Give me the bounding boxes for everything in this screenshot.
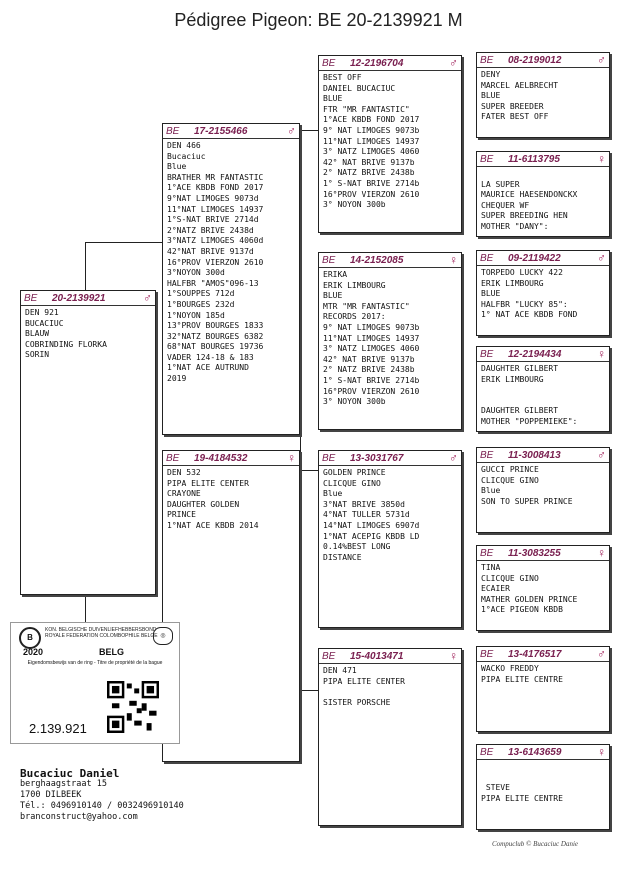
detail-line: PIPA ELITE CENTRE bbox=[481, 793, 563, 803]
connector bbox=[462, 148, 463, 176]
detail-line: 1° S-NAT BRIVE 2714b bbox=[323, 178, 420, 188]
owner-address: berghaagstraat 15 bbox=[20, 779, 107, 789]
detail-line: ERIK LIMBOURG bbox=[481, 374, 544, 384]
pigeon-card-sire-dam[interactable] bbox=[318, 252, 462, 430]
detail-line: HALFBR "AMOS"096-13 bbox=[167, 278, 259, 288]
country-code: BE bbox=[480, 252, 494, 264]
detail-line: VADER 124-18 & 183 bbox=[167, 352, 254, 362]
female-icon: ♀ bbox=[449, 649, 458, 663]
pigeon-details bbox=[319, 71, 461, 213]
male-icon: ♂ bbox=[597, 647, 606, 661]
detail-line: 11°NAT LIMOGES 14937 bbox=[167, 204, 264, 214]
detail-line: HALFBR "LUCKY 85": bbox=[481, 299, 568, 309]
detail-line: Blue bbox=[167, 162, 187, 172]
pigeon-card-dam[interactable] bbox=[162, 450, 300, 762]
detail-line: WACKO FREDDY bbox=[481, 664, 539, 673]
country-code: BE bbox=[166, 125, 180, 137]
detail-line: 2° NATZ BRIVE 2438b bbox=[323, 365, 415, 375]
pigeon-details bbox=[319, 268, 461, 410]
detail-line: SUPER BREEDING HEN bbox=[481, 211, 568, 221]
detail-line: 9°NAT LIMOGES 9073d bbox=[167, 193, 259, 203]
connector bbox=[462, 686, 463, 716]
pigeon-details bbox=[477, 167, 609, 235]
connector bbox=[300, 130, 318, 131]
detail-line: DAUGHTER GILBERT bbox=[481, 364, 559, 373]
country-code: BE bbox=[480, 54, 494, 66]
pigeon-card-dds[interactable] bbox=[476, 646, 610, 732]
detail-line: BUCACIUC bbox=[25, 318, 64, 328]
connector bbox=[300, 690, 318, 691]
ring-year: 2020 bbox=[23, 647, 44, 657]
detail-line: 2° NATZ BRIVE 2438b bbox=[323, 168, 415, 178]
detail-line: PIPA ELITE CENTRE bbox=[481, 674, 563, 684]
pigeon-details bbox=[477, 362, 609, 430]
detail-line: BLUE bbox=[481, 289, 501, 299]
ring-country: BELG bbox=[99, 647, 125, 657]
pigeon-details bbox=[477, 561, 609, 618]
detail-line: DEN 466 bbox=[167, 141, 201, 150]
detail-line: DEN 532 bbox=[167, 468, 201, 477]
kbdb-logo-icon: B bbox=[19, 627, 41, 649]
pigeon-header bbox=[163, 124, 299, 139]
ring-number: 19-4184532 bbox=[194, 452, 248, 464]
detail-line: 1°NAT ACE KBDB 2014 bbox=[167, 520, 259, 530]
detail-line: DAUGHTER GILBERT bbox=[481, 406, 559, 416]
detail-line: MARCEL AELBRECHT bbox=[481, 80, 559, 90]
detail-line: SUPER BREEDER bbox=[481, 101, 544, 111]
federation-name-fr: ROYALE FEDERATION COLOMBOPHILE BELGE bbox=[45, 633, 158, 639]
connector bbox=[85, 595, 86, 623]
connector bbox=[300, 628, 301, 690]
detail-line: 0.14%BEST LONG bbox=[323, 542, 391, 552]
pigeon-header bbox=[477, 546, 609, 561]
pigeon-card-dss[interactable] bbox=[476, 447, 610, 533]
ring-number: 09-2119422 bbox=[508, 252, 561, 264]
owner-phone: Tél.: 0496910140 / 0032496910140 bbox=[20, 801, 184, 811]
detail-line: Blue bbox=[323, 489, 343, 499]
ring-number: 13-6143659 bbox=[508, 746, 562, 758]
detail-line: PIPA ELITE CENTER bbox=[167, 478, 249, 488]
detail-line: 3° NOYON 300b bbox=[323, 397, 386, 407]
country-code: BE bbox=[480, 348, 494, 360]
detail-line: 1°NOYON 185d bbox=[167, 310, 225, 320]
detail-line: DAUGHTER GOLDEN bbox=[167, 499, 240, 509]
pigeon-card-sire[interactable] bbox=[162, 123, 300, 435]
detail-line: 11°NAT LIMOGES 14937 bbox=[323, 333, 420, 343]
ring-number: 13-4176517 bbox=[508, 648, 562, 660]
detail-line: 68°NAT BOURGES 19736 bbox=[167, 342, 264, 352]
detail-line: 3°NAT BRIVE 3850d bbox=[323, 499, 405, 509]
owner-name: Bucaciuc Daniel bbox=[20, 767, 120, 780]
pigeon-details bbox=[477, 266, 609, 323]
detail-line: CLICQUE GINO bbox=[323, 478, 381, 488]
female-icon: ♀ bbox=[597, 546, 606, 560]
detail-line: DANIEL BUCACIUC bbox=[323, 83, 396, 93]
detail-line: BEST OFF bbox=[323, 73, 362, 82]
pigeon-details bbox=[477, 68, 609, 125]
ring-number: 17-2155466 bbox=[194, 125, 248, 137]
detail-line: ECAIER bbox=[481, 584, 510, 594]
detail-line bbox=[481, 385, 605, 396]
detail-line: ERIK LIMBOURG bbox=[323, 280, 386, 290]
male-icon: ♂ bbox=[449, 56, 458, 70]
pigeon-header bbox=[477, 251, 609, 266]
detail-line: CRAYONE bbox=[167, 489, 201, 499]
detail-line: RECORDS 2017: bbox=[323, 312, 386, 322]
detail-line: DISTANCE bbox=[323, 552, 362, 562]
connector bbox=[300, 400, 301, 470]
male-icon: ♂ bbox=[287, 124, 296, 138]
connector bbox=[462, 92, 463, 120]
ring-number: 15-4013471 bbox=[350, 650, 404, 662]
detail-line: SORIN bbox=[25, 350, 50, 360]
connector bbox=[300, 470, 318, 471]
detail-line: MATHER GOLDEN PRINCE bbox=[481, 594, 578, 604]
detail-line: PIPA ELITE CENTER bbox=[323, 676, 405, 686]
detail-line: TORPEDO LUCKY 422 bbox=[481, 268, 563, 277]
connector bbox=[462, 285, 463, 313]
country-code: BE bbox=[322, 650, 336, 662]
connector bbox=[85, 242, 86, 296]
detail-line: COBRINDING FLORKA bbox=[25, 339, 107, 349]
detail-line: 2°NATZ BRIVE 2438d bbox=[167, 225, 254, 235]
detail-line: 1°S-NAT BRIVE 2714d bbox=[167, 215, 259, 225]
country-code: BE bbox=[480, 153, 494, 165]
detail-line: MTR "MR FANTASTIC" bbox=[323, 301, 410, 311]
detail-line: 16°PROV VIERZON 2610 bbox=[323, 189, 420, 199]
detail-line: 9° NAT LIMOGES 9073b bbox=[323, 125, 420, 135]
pigeon-header bbox=[319, 56, 461, 71]
female-icon: ♀ bbox=[449, 253, 458, 267]
ring-number: 12-2196704 bbox=[350, 57, 404, 69]
detail-line: 16°PROV VIERZON 2610 bbox=[323, 386, 420, 396]
detail-line: 1°NAT ACE AUTRUND bbox=[167, 363, 249, 373]
owner-email[interactable]: branconstruct@yahoo.com bbox=[20, 812, 138, 822]
detail-line: CLICQUE GINO bbox=[481, 573, 539, 583]
detail-line: 2019 bbox=[167, 374, 187, 384]
detail-line: 16°PROV VIERZON 2610 bbox=[167, 257, 264, 267]
detail-line: MOTHER "DANY": bbox=[481, 221, 549, 231]
male-icon: ♂ bbox=[143, 291, 152, 305]
detail-line: 42° NAT BRIVE 9137b bbox=[323, 354, 415, 364]
detail-line: 11°NAT LIMOGES 14937 bbox=[323, 136, 420, 146]
federation-name bbox=[45, 627, 158, 639]
female-icon: ♀ bbox=[597, 347, 606, 361]
pigeon-card-dam-sire[interactable] bbox=[318, 450, 462, 628]
footer-credit: Compuclub © Bucaciuc Danie bbox=[492, 840, 578, 848]
detail-line: BRATHER MR FANTASTIC bbox=[167, 172, 264, 182]
pigeon-header bbox=[477, 448, 609, 463]
detail-line: LA SUPER bbox=[481, 179, 520, 189]
detail-line: 1°NAT ACEPIG KBDB LD bbox=[323, 531, 420, 541]
detail-line: 3° NATZ LIMOGES 4060 bbox=[323, 344, 420, 354]
detail-line: 42°NAT BRIVE 9137d bbox=[167, 246, 254, 256]
detail-line: BLUE bbox=[323, 291, 343, 301]
pigeon-card-sdd[interactable] bbox=[476, 346, 610, 432]
male-icon: ♂ bbox=[449, 451, 458, 465]
country-code: BE bbox=[322, 57, 336, 69]
detail-line: Blue bbox=[481, 486, 501, 496]
male-icon: ♂ bbox=[597, 251, 606, 265]
detail-line: 1°ACE KBDB FOND 2017 bbox=[167, 183, 264, 193]
detail-line bbox=[481, 169, 605, 180]
detail-line: ERIKA bbox=[323, 270, 348, 279]
country-code: BE bbox=[24, 292, 38, 304]
detail-line: BLAUW bbox=[25, 329, 50, 339]
ring-number: 20-2139921 bbox=[52, 292, 106, 304]
pigeon-card-sds[interactable] bbox=[476, 250, 610, 336]
detail-line: SISTER PORSCHE bbox=[323, 697, 391, 707]
detail-line: DEN 921 bbox=[25, 308, 59, 317]
country-code: BE bbox=[166, 452, 180, 464]
detail-line: GUCCI PRINCE bbox=[481, 465, 539, 474]
federation-name-nl: KON. BELGISCHE DUIVENLIEFHEBBERSBOND bbox=[45, 627, 157, 633]
country-code: BE bbox=[480, 746, 494, 758]
connector bbox=[300, 130, 301, 200]
detail-line: CHEQUER WF bbox=[481, 200, 530, 210]
connector bbox=[462, 468, 463, 498]
detail-line: DEN 471 bbox=[323, 666, 357, 675]
owner-city: 1700 DILBEEK bbox=[20, 790, 82, 800]
pigeon-header bbox=[477, 152, 609, 167]
pigeon-details bbox=[477, 463, 609, 509]
detail-line: STEVE bbox=[481, 783, 510, 793]
detail-line: CLICQUE GINO bbox=[481, 475, 539, 485]
detail-line: 3°NATZ LIMOGES 4060d bbox=[167, 236, 264, 246]
ring-number: 11-3083255 bbox=[508, 547, 561, 559]
detail-line: BLUE bbox=[323, 94, 343, 104]
male-icon: ♂ bbox=[597, 448, 606, 462]
ring-number: 11-6113795 bbox=[508, 153, 560, 165]
detail-line: 1°ACE PIGEON KBDB bbox=[481, 605, 563, 615]
country-code: BE bbox=[480, 547, 494, 559]
pigeon-card-sire-sire[interactable] bbox=[318, 55, 462, 233]
detail-line: 3° NOYON 300b bbox=[323, 200, 386, 210]
pigeon-card-ddd[interactable] bbox=[476, 744, 610, 830]
country-code: BE bbox=[322, 452, 336, 464]
connector bbox=[462, 760, 463, 790]
pigeon-header bbox=[477, 745, 609, 760]
ring-number: 13-3031767 bbox=[350, 452, 404, 464]
pigeon-header bbox=[477, 347, 609, 362]
detail-line bbox=[323, 687, 457, 698]
detail-line: DENY bbox=[481, 70, 501, 79]
pigeon-card-ssd[interactable] bbox=[476, 151, 610, 237]
detail-line: PRINCE bbox=[167, 510, 196, 520]
pigeon-header bbox=[477, 647, 609, 662]
ring-ownership-card bbox=[10, 622, 180, 744]
qr-code-icon bbox=[107, 681, 159, 733]
pigeon-card-sss[interactable] bbox=[476, 52, 610, 138]
ring-number: 08-2199012 bbox=[508, 54, 562, 66]
detail-line: 9° NAT LIMOGES 9073b bbox=[323, 322, 420, 332]
pigeon-details bbox=[319, 664, 461, 710]
detail-line bbox=[481, 762, 605, 773]
detail-line: TINA bbox=[481, 563, 501, 572]
country-code: BE bbox=[322, 254, 336, 266]
ring-number: 14-2152085 bbox=[350, 254, 404, 266]
detail-line: SON TO SUPER PRINCE bbox=[481, 496, 573, 506]
ownership-text: Eigendomsbewijs van de ring - Titre de propriété de la bague bbox=[27, 660, 163, 666]
detail-line: 3°NOYON 300d bbox=[167, 268, 225, 278]
pigeon-header bbox=[21, 291, 155, 306]
detail-line: 32°NATZ BOURGES 6382 bbox=[167, 331, 264, 341]
connector bbox=[462, 565, 463, 595]
detail-line: FATER BEST OFF bbox=[481, 112, 549, 122]
ring-number: 11-3008413 bbox=[508, 449, 561, 461]
connector bbox=[462, 358, 463, 386]
pigeon-details bbox=[21, 306, 155, 363]
ring-number: 12-2194434 bbox=[508, 348, 562, 360]
ring-number-large: 2.139.921 bbox=[29, 721, 87, 736]
detail-line: MOTHER "POPPEMIEKE": bbox=[481, 416, 578, 426]
pigeon-header bbox=[163, 451, 299, 466]
pigeon-details bbox=[477, 662, 609, 687]
detail-line: GOLDEN PRINCE bbox=[323, 468, 386, 477]
detail-line: MAURICE HAESENDONCKX bbox=[481, 190, 578, 200]
detail-line bbox=[481, 396, 605, 407]
detail-line: 1° NAT ACE KBDB FOND bbox=[481, 310, 578, 320]
pigeon-header bbox=[319, 451, 461, 466]
pigeon-card-dsd[interactable] bbox=[476, 545, 610, 631]
page-title: Pédigree Pigeon: BE 20-2139921 M bbox=[174, 10, 463, 30]
female-icon: ♀ bbox=[597, 745, 606, 759]
detail-line: Bucaciuc bbox=[167, 151, 206, 161]
detail-line: ERIK LIMBOURG bbox=[481, 278, 544, 288]
country-code: BE bbox=[480, 449, 494, 461]
detail-line: 14°NAT LIMOGES 6907d bbox=[323, 520, 420, 530]
female-icon: ♀ bbox=[287, 451, 296, 465]
pigeon-details bbox=[319, 466, 461, 565]
country-code: BE bbox=[480, 648, 494, 660]
pigeon-details bbox=[163, 466, 299, 534]
pigeon-card-dam-dam[interactable] bbox=[318, 648, 462, 826]
detail-line: FTR "MR FANTASTIC" bbox=[323, 104, 410, 114]
detail-line: BLUE bbox=[481, 91, 501, 101]
male-icon: ♂ bbox=[597, 53, 606, 67]
detail-line: 1°SOUPPES 712d bbox=[167, 289, 235, 299]
pigeon-header bbox=[319, 649, 461, 664]
detail-line: 42° NAT BRIVE 9137b bbox=[323, 157, 415, 167]
detail-line: 1°ACE KBDB FOND 2017 bbox=[323, 115, 420, 125]
detail-line: 4°NAT TULLER 5731d bbox=[323, 510, 410, 520]
pigeon-details bbox=[477, 760, 609, 806]
detail-line bbox=[481, 773, 605, 784]
pigeon-header bbox=[477, 53, 609, 68]
detail-line: 1° S-NAT BRIVE 2714b bbox=[323, 375, 420, 385]
pigeon-header bbox=[319, 253, 461, 268]
pigeon-details bbox=[163, 139, 299, 387]
connector bbox=[85, 242, 163, 243]
detail-line: 13°PROV BOURGES 1833 bbox=[167, 321, 264, 331]
detail-line: 1°BOURGES 232d bbox=[167, 299, 235, 309]
female-icon: ♀ bbox=[597, 152, 606, 166]
pigeon-card-subject[interactable] bbox=[20, 290, 156, 595]
detail-line: 3° NATZ LIMOGES 4060 bbox=[323, 147, 420, 157]
federation-emblem-icon: ◎ bbox=[153, 627, 173, 645]
owner-info bbox=[20, 768, 184, 823]
